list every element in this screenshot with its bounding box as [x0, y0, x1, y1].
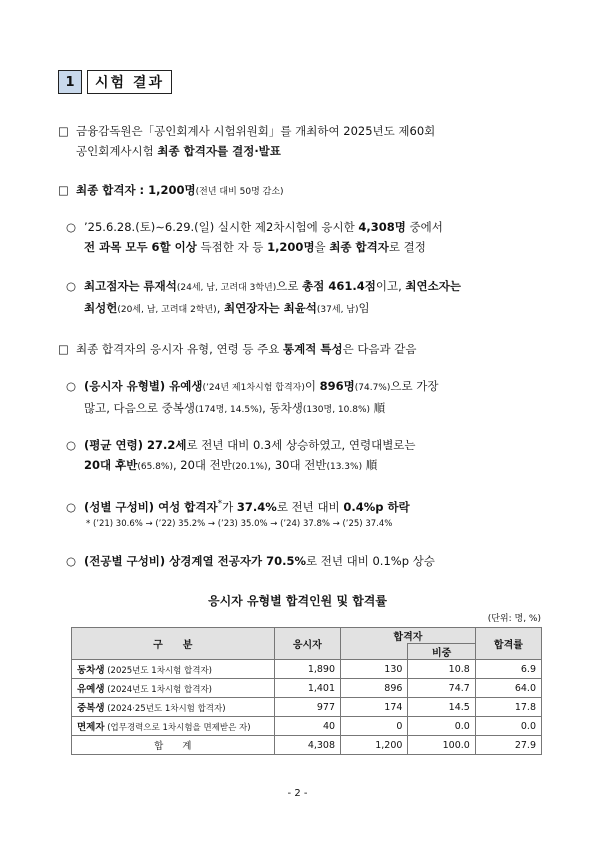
bullet-marker: ○: [66, 438, 77, 452]
page-number: - 2 -: [287, 788, 308, 799]
checkbox-marker: □: [58, 183, 69, 197]
bullet-marker: ○: [66, 554, 77, 568]
bullet-marker: ○: [66, 379, 77, 393]
para-final-passers: □ 최종 합격자 : 1,200명(전년 대비 50명 감소): [58, 180, 284, 202]
header-applicants: 응시자: [274, 628, 340, 660]
para-statistics: □ 최종 합격자의 응시자 유형, 연령 등 주요 통계적 특성은 다음과 같음: [58, 339, 417, 359]
section-title: 시험 결과: [87, 70, 172, 94]
bullet-marker: ○: [66, 499, 77, 514]
sub-exam-info: ○ ’25.6.28.(토)∼6.29.(일) 실시한 제2차시험에 응시한 4,308명 중에서 전 과목 모두 6할 이상 득점한 자 등 1,200명을 최종 합격자로 결정: [66, 217, 443, 257]
para-announcement: □ 금융감독원은「공인회계사 시험위원회」를 개최하여 2025년도 제60회 공인회계사시험 최종 합격자를 결정·발표: [58, 121, 435, 161]
table-caption: 응시자 유형별 합격인원 및 합격률: [207, 594, 387, 608]
table-row: 동차생 (2025년도 1차시험 합격자) 1,890 130 10.8 6.9: [72, 660, 542, 679]
gender-ratio-footnote: * (’21) 30.6% → (’22) 35.2% → (’23) 35.0% → (’24) 37.8% → (’25) 37.4%: [86, 519, 393, 529]
bullet-marker: ○: [66, 220, 77, 234]
table-row: 중복생 (2024·25년도 1차시험 합격자) 977 174 14.5 17.8: [72, 698, 542, 717]
sub-gender-ratio: ○ (성별 구성비) 여성 합격자*가 37.4%로 전년 대비 0.4%p 하락: [66, 494, 410, 517]
checkbox-marker: □: [58, 342, 69, 356]
sub-average-age: ○ (평균 연령) 27.2세로 전년 대비 0.3세 상승하였고, 연령대별로는 20대 후반(65.8%), 20대 전반(20.1%), 30대 전반(13.3%) 順: [66, 435, 416, 477]
header-share: 비중: [408, 644, 475, 660]
section-number: 1: [58, 70, 82, 94]
bullet-marker: ○: [66, 279, 77, 293]
header-passers: 합격자: [341, 628, 476, 644]
results-table: [71, 627, 542, 755]
checkbox-marker: □: [58, 124, 69, 138]
table-total-row: 합 계 4,308 1,200 100.0 27.9: [72, 736, 542, 755]
table-row: 유예생 (2024년도 1차시험 합격자) 1,401 896 74.7 64.0: [72, 679, 542, 698]
sub-applicant-type: ○ (응시자 유형별) 유예생(’24년 제1차시험 합격자)이 896명(74.7%)으로 가장 많고, 다음으로 중복생(174명, 14.5%), 동차생(130명, 10.8%) 順: [66, 376, 438, 420]
table-row: 면제자 (업무경력으로 1차시험을 면제받은 자) 40 0 0.0 0.0: [72, 717, 542, 736]
header-rate: 합격률: [475, 628, 541, 660]
section-header: [58, 70, 172, 94]
sub-major-ratio: ○ (전공별 구성비) 상경계열 전공자가 70.5%로 전년 대비 0.1%p 상승: [66, 551, 435, 571]
table-unit: (단위: 명, %): [487, 614, 541, 624]
sub-top-scorers: ○ 최고점자는 류재석(24세, 남, 고려대 3학년)으로 총점 461.4점이고, 최연소자는 최성헌(20세, 남, 고려대 2학년), 최연장자는 최윤석(37세, 남)임: [66, 276, 461, 320]
header-passers-count: [341, 644, 408, 660]
header-category: 구 분: [72, 628, 275, 660]
